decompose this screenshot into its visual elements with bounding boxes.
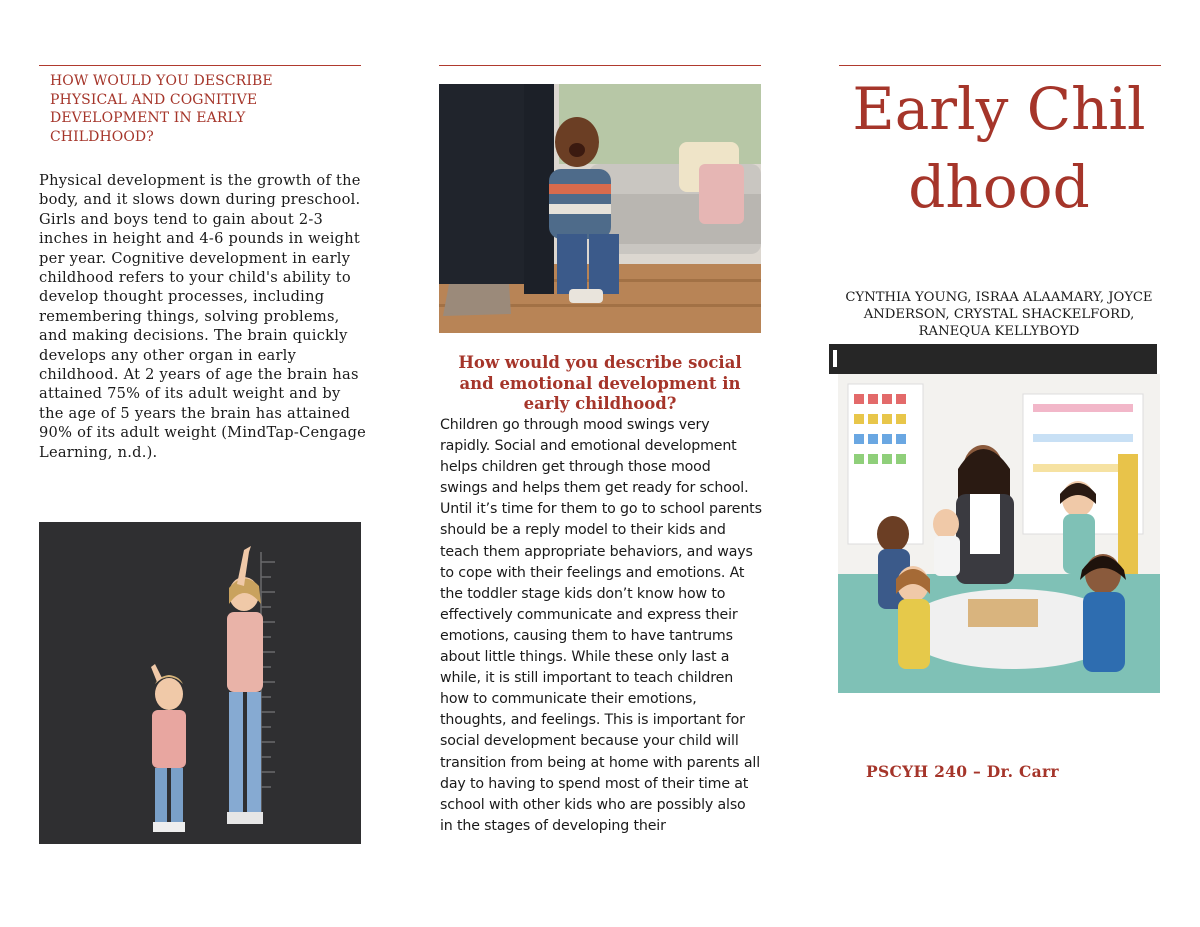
top-rule-left bbox=[39, 65, 361, 66]
social-emotional-heading: How would you describe social and emotional development in early childhood? bbox=[458, 353, 742, 413]
children-height-photo bbox=[39, 522, 361, 844]
course-label: PSCYH 240 – Dr. Carr bbox=[866, 762, 1059, 781]
brochure-title: Early Childhood bbox=[852, 75, 1146, 221]
physical-cognitive-heading: HOW WOULD YOU DESCRIBE PHYSICAL AND COGNITIVE DEVELOPMENT IN EARLY CHILDHOOD? bbox=[50, 73, 273, 145]
author-list: CYNTHIA YOUNG, ISRAA ALAAMARY, JOYCE ANDERSON, CRYSTAL SHACKELFORD, RANEQUA KELLYBOYD bbox=[845, 290, 1153, 339]
bar-marker bbox=[833, 350, 837, 367]
title-bar bbox=[829, 344, 1157, 374]
physical-cognitive-body: Physical development is the growth of the body, and it slows down during preschool. Girls and boys tend to gain about 2-3 inches in height and 4-6 pounds in weight per year. Cognitive development in early childhood refers to your child's ability to develop thought processes, including remembering things, solving problems, and making decisions. The brain quickly develops any other organ in early childhood. At 2 years of age the brain has attained 75% of its adult weight and by the age of 5 years the brain has attained 90% of its adult weight (MindTap-Cengage Learning, n.d.). bbox=[39, 172, 367, 461]
social-emotional-body: Children go through mood swings very rapidly. Social and emotional development helps children get through those mood swings and helps them get ready for school. Until it’s time for them to go to school parents should be a reply model to their kids and teach them appropriate behaviors, and ways to cope with their feelings and emotions. At the toddler stage kids don’t know how to effectively communicate and express their emotions, causing them to have tantrums about little things. While these only last a while, it is still important to teach children how to communicate their emotions, thoughts, and feelings. This is important for social development because your child will transition from being at home with parents all day to having to spend most of their time at school with other kids who are possibly also in the stages of developing their bbox=[440, 417, 762, 834]
top-rule-right bbox=[839, 65, 1161, 66]
classroom-photo bbox=[838, 374, 1160, 693]
top-rule-middle bbox=[439, 65, 761, 66]
toddler-tantrum-photo bbox=[439, 84, 761, 333]
